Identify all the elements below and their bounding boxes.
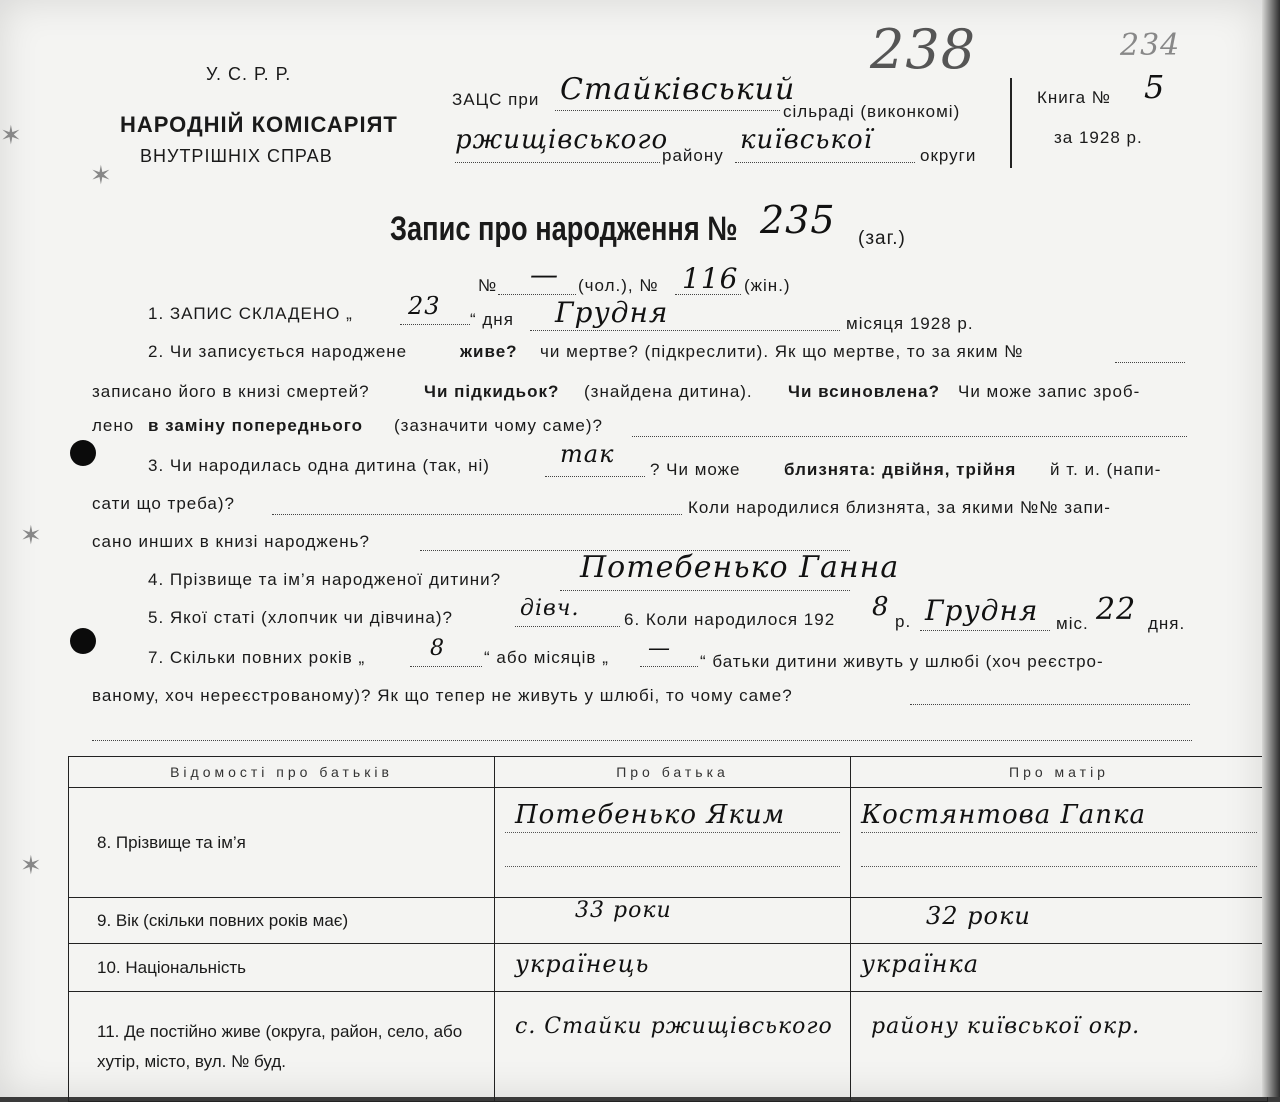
stamp-number: 238 (870, 18, 977, 81)
dotted-line (515, 626, 620, 627)
internal-affairs-label: ВНУТРІШНІХ СПРАВ (140, 146, 333, 166)
q3-answer: так (560, 440, 615, 468)
q6-year: 8 (872, 592, 890, 622)
q3-text: сати що треба)? (92, 494, 235, 513)
dotted-line (1115, 362, 1185, 363)
page-edge (1262, 0, 1280, 1097)
mother-name: Костянтова Гапка (861, 800, 1147, 830)
mother-address: району київської окр. (871, 1014, 1141, 1039)
record-title: Запис про народження № (390, 210, 738, 248)
q2-text: лено (92, 416, 135, 435)
dotted-line (861, 832, 1257, 833)
father-age: 33 роки (575, 898, 672, 923)
table-row (69, 898, 1268, 944)
q4-text: 4. Прізвище та ім’я народженої дитини? (148, 570, 502, 589)
dotted-line (455, 162, 660, 163)
table-header: Відомості про батьків (69, 757, 495, 788)
female-label: (жін.) (744, 276, 791, 295)
q6-mis: міс. (1056, 614, 1089, 633)
parents-table (68, 756, 1268, 1102)
commissariat-label: НАРОДНІЙ КОМІСАРІЯТ (120, 112, 398, 137)
father-address: с. Стайки ржищівського (515, 1014, 833, 1039)
q6-text: 6. Коли народилося 192 (624, 610, 836, 629)
tear-mark-icon: ✶ (20, 850, 42, 880)
q2-alive: живе? (460, 342, 518, 361)
subnumber-no: № (478, 276, 498, 295)
q2-foundling: Чи підкидьок? (424, 382, 560, 401)
table-row (69, 788, 1268, 898)
mother-value (851, 992, 1268, 1102)
stamp-number-small: 234 (1120, 28, 1181, 63)
q1-day-label: “ дня (470, 310, 514, 329)
father-nationality: українець (515, 950, 650, 978)
q7-text: 7. Скільки повних років „ (148, 648, 366, 667)
dotted-line (675, 294, 741, 295)
dotted-line (545, 476, 645, 477)
q1-month: Грудня (555, 296, 669, 329)
q7-text: ваному, хоч нереєстрованому)? Як що тепер не живуть у шлюбі, то чому саме? (92, 686, 793, 705)
father-name: Потебенько Яким (515, 800, 786, 830)
punch-hole-top (70, 440, 96, 466)
q3-text: й т. и. (напи- (1050, 460, 1162, 479)
q3-text: Коли народилися близнята, за якими №№ запи- (688, 498, 1111, 517)
book-number: 5 (1144, 68, 1166, 106)
female-number: 116 (682, 262, 739, 295)
zags-prefix: ЗАЦС при (452, 90, 540, 109)
record-number: 235 (760, 198, 836, 242)
mother-nationality: українка (861, 950, 980, 978)
q7-text: “ або місяців „ (484, 648, 609, 667)
okruga-label: округи (920, 146, 977, 165)
dotted-line (632, 436, 1187, 437)
mother-value (851, 944, 1268, 992)
dotted-line (920, 630, 1050, 631)
q3-text: 3. Чи народилась одна дитина (так, ні) (148, 456, 490, 475)
q7-years: 8 (430, 636, 445, 661)
q3-twins: близнята: двійня, трійня (784, 460, 1017, 479)
dotted-line (910, 704, 1190, 705)
book-label: Книга № (1037, 88, 1112, 107)
q5-text: 5. Якої статі (хлопчик чи дівчина)? (148, 608, 453, 627)
dotted-line (560, 590, 850, 591)
book-year: за 1928 р. (1054, 128, 1143, 147)
dotted-line (555, 110, 780, 111)
row-label: 9. Вік (скільки повних років має) (69, 898, 495, 944)
dotted-line (272, 514, 682, 515)
table-row (69, 992, 1268, 1102)
dotted-line (505, 866, 840, 867)
table-header: Про батька (495, 757, 851, 788)
q2-text: чи мертве? (підкреслити). Як що мертве, то за яким № (540, 342, 1024, 361)
father-value (495, 944, 851, 992)
q2-adopted: Чи всиновлена? (788, 382, 941, 401)
row-label: 8. Прізвище та ім’я (69, 788, 495, 898)
table-header: Про матір (851, 757, 1268, 788)
mother-value (851, 898, 1268, 944)
tear-mark-icon: ✶ (90, 160, 112, 190)
q6-day: 22 (1096, 592, 1137, 627)
dotted-line (530, 330, 840, 331)
male-label: (чол.), № (578, 276, 659, 295)
q2-text: (зазначити чому саме)? (394, 416, 603, 435)
tear-mark-icon: ✶ (0, 120, 22, 150)
district-label: району (662, 146, 724, 165)
dotted-line (410, 666, 482, 667)
q4-answer: Потебенько Ганна (580, 550, 900, 585)
father-value (495, 992, 851, 1102)
mother-age: 32 роки (926, 902, 1031, 930)
mother-value (851, 788, 1268, 898)
father-value (495, 898, 851, 944)
dotted-line (498, 294, 576, 295)
dotted-line (735, 162, 915, 163)
q2-replacement: в заміну попереднього (148, 416, 363, 435)
dotted-line (861, 866, 1257, 867)
row-label: 10. Національність (69, 944, 495, 992)
male-number: — (530, 258, 559, 291)
q2-text: записано його в книзі смертей? (92, 382, 370, 401)
dotted-line (640, 666, 698, 667)
table-row (69, 944, 1268, 992)
q6-month: Грудня (925, 594, 1039, 627)
q1-label: 1. ЗАПИС СКЛАДЕНО „ (148, 304, 353, 323)
q2-text: Чи може запис зроб- (958, 382, 1141, 401)
dotted-line (505, 832, 840, 833)
district-value: ржищівського (455, 125, 669, 155)
record-title-suffix: (заг.) (858, 228, 906, 249)
q6-dnia: дня. (1148, 614, 1186, 633)
ussr-label: У. С. Р. Р. (206, 64, 292, 84)
tear-mark-icon: ✶ (20, 520, 42, 550)
q2-text: (знайдена дитина). (584, 382, 753, 401)
q2-text: 2. Чи записується народжене (148, 342, 408, 361)
zags-suffix: сільраді (виконкомі) (783, 102, 961, 121)
dotted-line (400, 324, 470, 325)
dotted-line (92, 740, 1192, 741)
q7-text: “ батьки дитини живуть у шлюбі (хоч реєстро- (700, 652, 1104, 671)
village-value: Стайківський (560, 72, 796, 107)
q1-day: 23 (408, 292, 441, 320)
q7-months: — (648, 636, 671, 661)
q6-r: р. (895, 612, 912, 631)
q3-text: ? Чи може (650, 460, 741, 479)
okruga-value: київської (740, 125, 873, 155)
q5-answer: дівч. (520, 596, 580, 621)
q1-month-label: місяця 1928 р. (846, 314, 974, 333)
punch-hole-bottom (70, 628, 96, 654)
father-value (495, 788, 851, 898)
book-box (1010, 68, 1187, 168)
row-label: 11. Де постійно живе (округа, район, село, або хутір, місто, вул. № буд. (69, 992, 495, 1102)
q3-text: сано инших в книзі народжень? (92, 532, 370, 551)
